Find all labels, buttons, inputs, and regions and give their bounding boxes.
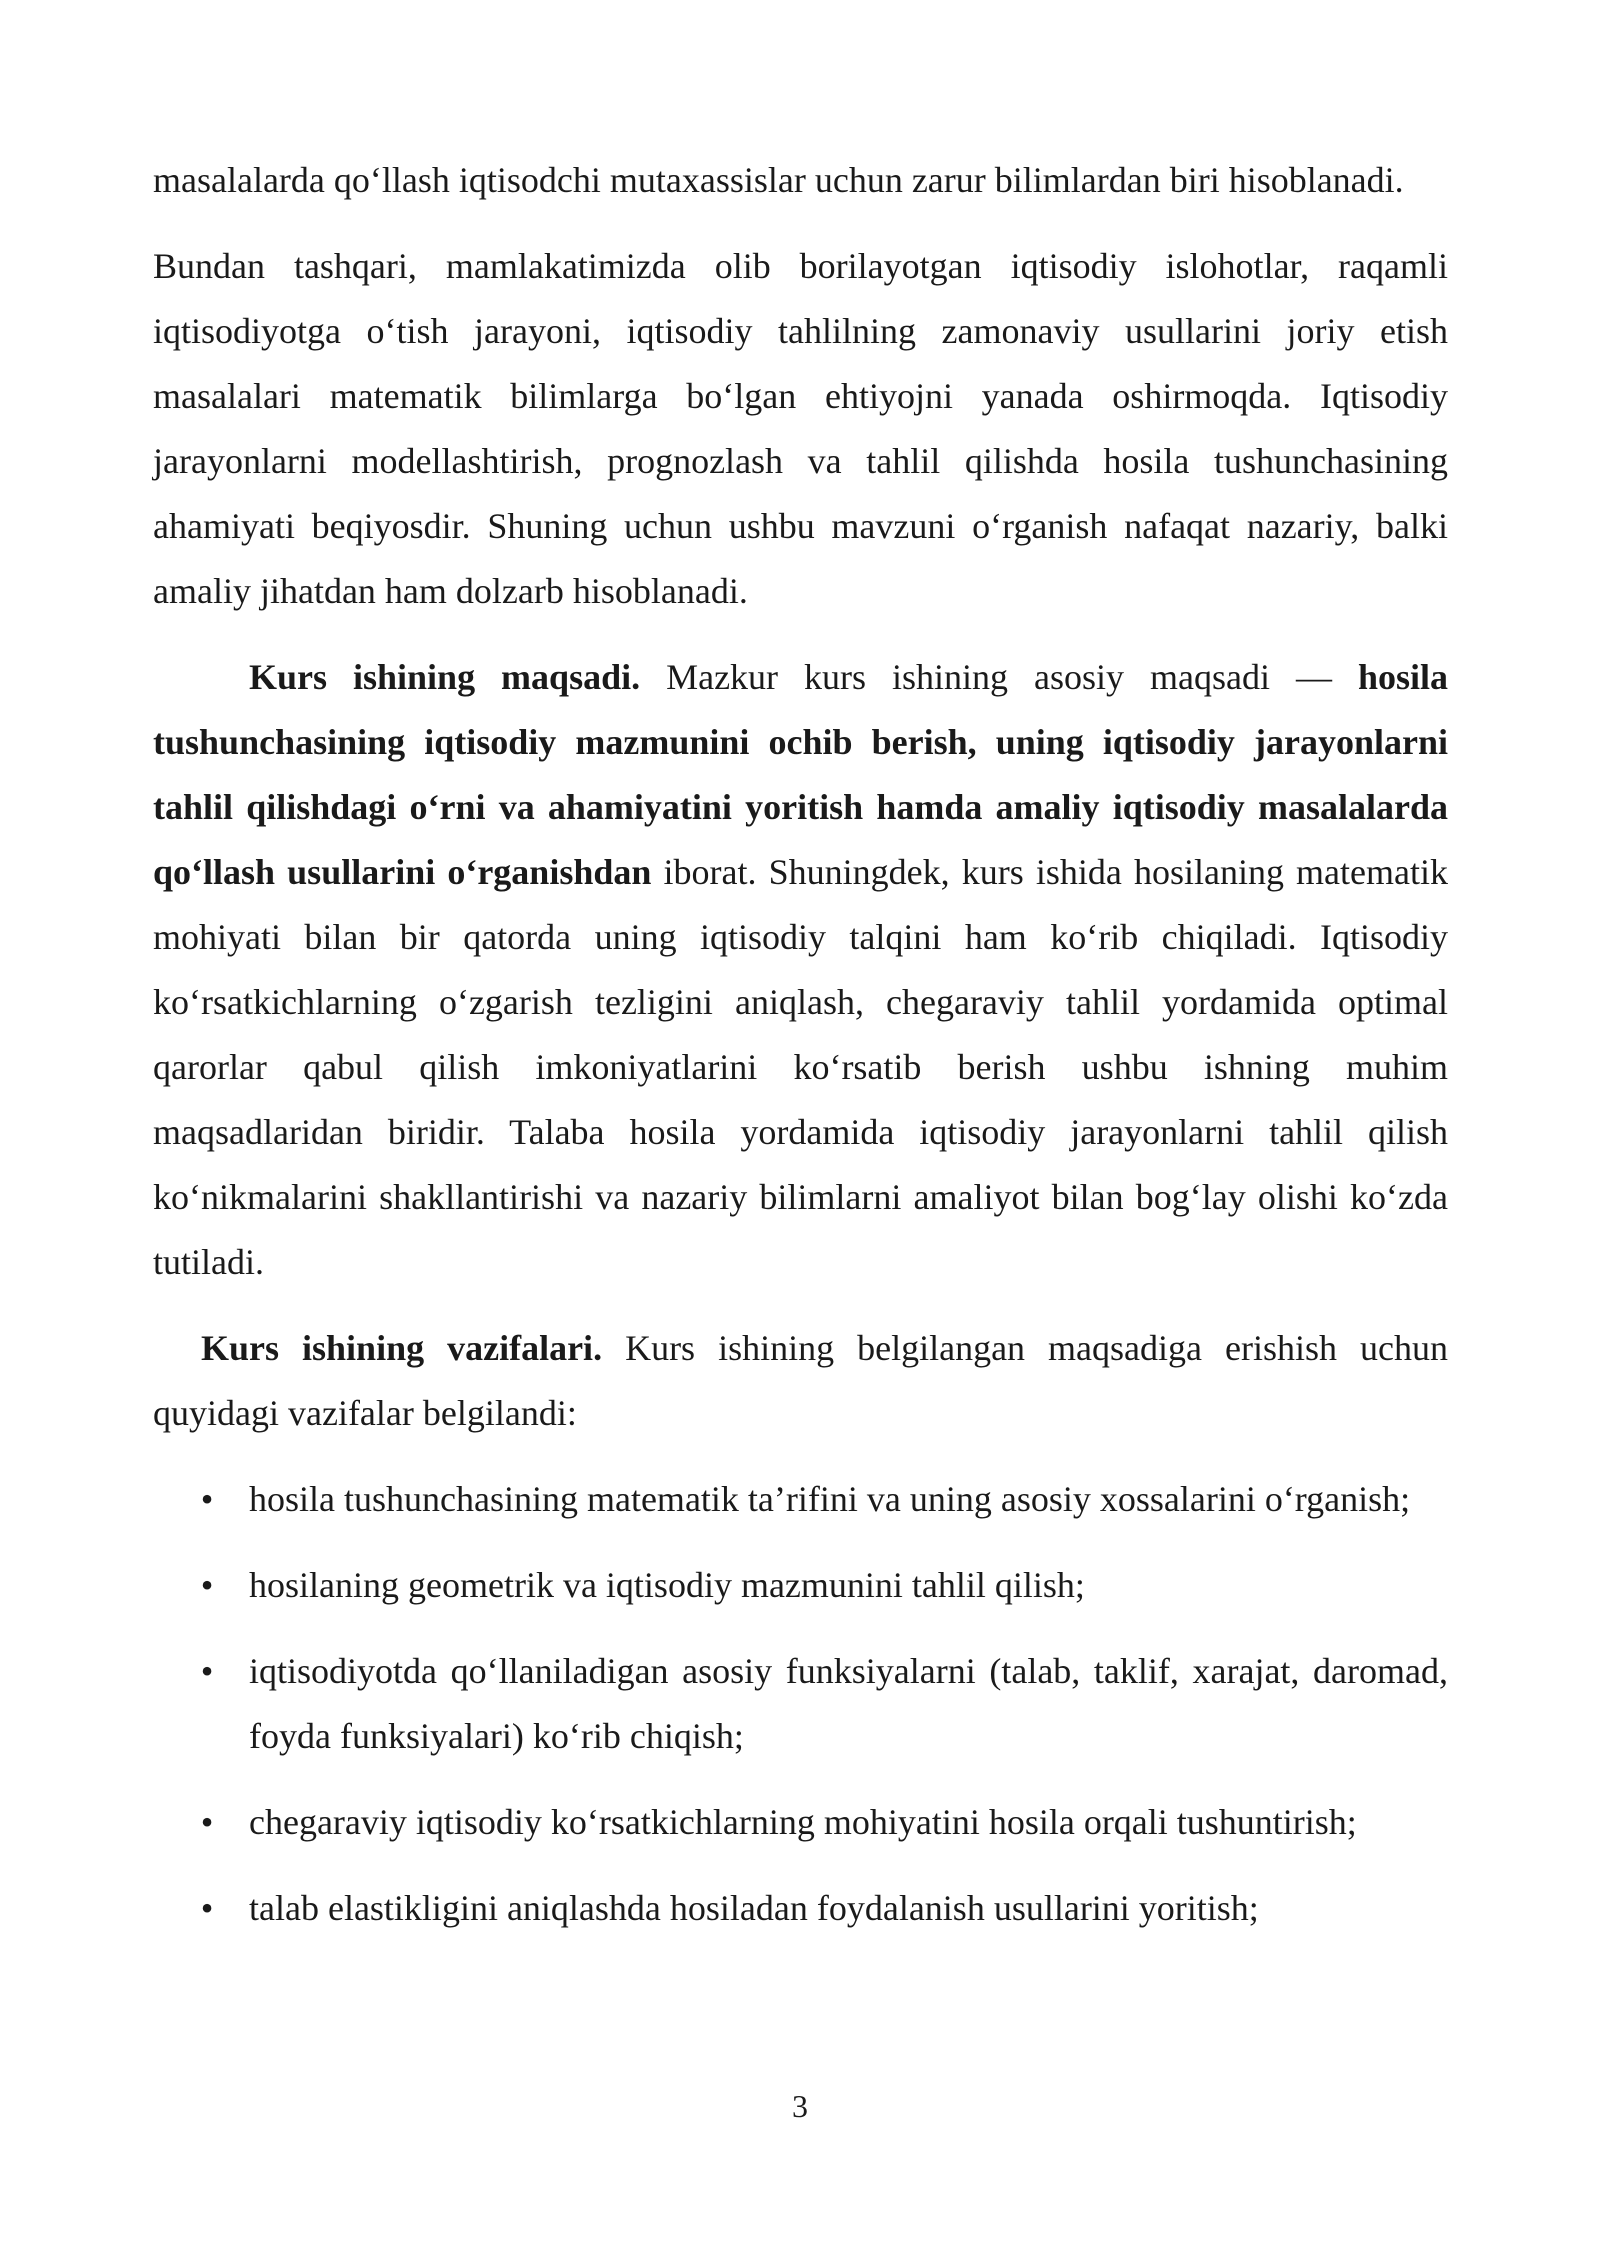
tasks-list [153, 1467, 1448, 1941]
list-item [153, 1639, 1448, 1769]
bullet-icon: • [200, 1651, 214, 1691]
list-item [153, 1553, 1448, 1618]
paragraph-tasks-intro [153, 1316, 1448, 1446]
list-item-text: chegaraviy iqtisodiy ko‘rsatkichlarning mohiyatini hosila orqali tushuntirish; [249, 1802, 1357, 1842]
paragraph-relevance: Bundan tashqari, mamlakatimizda olib borilayotgan iqtisodiy islohotlar, raqamli iqtisodiyotga o‘tish jarayoni, iqtisodiy tahlilning zamonaviy usullarini joriy etish masalalari matematik bilimlarga bo‘lgan ehtiyojni yanada oshirmoqda. Iqtisodiy jarayonlarni modellashtirish, prognozlash va tahlil qilishda hosila tushunchasining ahamiyati beqiyosdir. Shuning uchun ushbu mavzuni o‘rganish nafaqat nazariy, balki amaliy jihatdan ham dolzarb hisoblanadi. [153, 246, 1448, 611]
document-page [153, 148, 1448, 1962]
list-item [153, 1876, 1448, 1941]
bullet-icon: • [200, 1888, 214, 1928]
paragraph-intro-continuation: masalalarda qo‘llash iqtisodchi mutaxassislar uchun zarur bilimlardan biri hisoblanadi. [153, 160, 1404, 200]
bullet-icon: • [200, 1479, 214, 1519]
tasks-intro-text: Kurs ishining belgilangan maqsadiga erishish uchun quyidagi vazifalar belgilandi: [153, 1328, 1448, 1433]
tasks-heading: Kurs ishining vazifalari. [201, 1328, 603, 1368]
bullet-icon: • [200, 1802, 214, 1842]
list-item [153, 1790, 1448, 1855]
goal-text-intro: Mazkur kurs ishining asosiy maqsadi — [640, 657, 1358, 697]
goal-text-rest: iborat. Shuningdek, kurs ishida hosilaning matematik mohiyati bilan bir qatorda uning iqtisodiy talqini ham ko‘rib chiqiladi. Iqtisodiy ko‘rsatkichlarning o‘zgarish tezligini aniqlash, chegaraviy tahlil yordamida optimal qarorlar qabul qilish imkoniyatlarini ko‘rsatib berish ushbu ishning muhim maqsadlaridan biridir. Talaba hosila yordamida iqtisodiy jarayonlarni tahlil qilish ko‘nikmalarini shakllantirishi va nazariy bilimlarni amaliyot bilan bog‘lay olishi ko‘zda tutiladi. [153, 852, 1448, 1282]
list-item-text: talab elastikligini aniqlashda hosiladan foydalanish usullarini yoritish; [249, 1888, 1259, 1928]
goal-text-bold: hosila tushunchasining iqtisodiy mazmunini ochib berish, uning iqtisodiy jarayonlarni tahlil qilishdagi o‘rni va ahamiyatini yoritish hamda amaliy iqtisodiy masalalarda qo‘llash usullarini o‘rganishdan [153, 657, 1448, 892]
paragraph-goal [153, 645, 1448, 1295]
page-number: 3 [792, 2088, 808, 2124]
list-item-text: iqtisodiyotda qo‘llaniladigan asosiy funksiyalarni (talab, taklif, xarajat, daromad, foyda funksiyalari) ko‘rib chiqish; [249, 1651, 1448, 1756]
list-item [153, 1467, 1448, 1532]
list-item-text: hosilaning geometrik va iqtisodiy mazmunini tahlil qilish; [249, 1565, 1085, 1605]
bullet-icon: • [200, 1565, 214, 1605]
list-item-text: hosila tushunchasining matematik ta’rifini va uning asosiy xossalarini o‘rganish; [249, 1479, 1411, 1519]
goal-heading: Kurs ishining maqsadi. [249, 657, 641, 697]
